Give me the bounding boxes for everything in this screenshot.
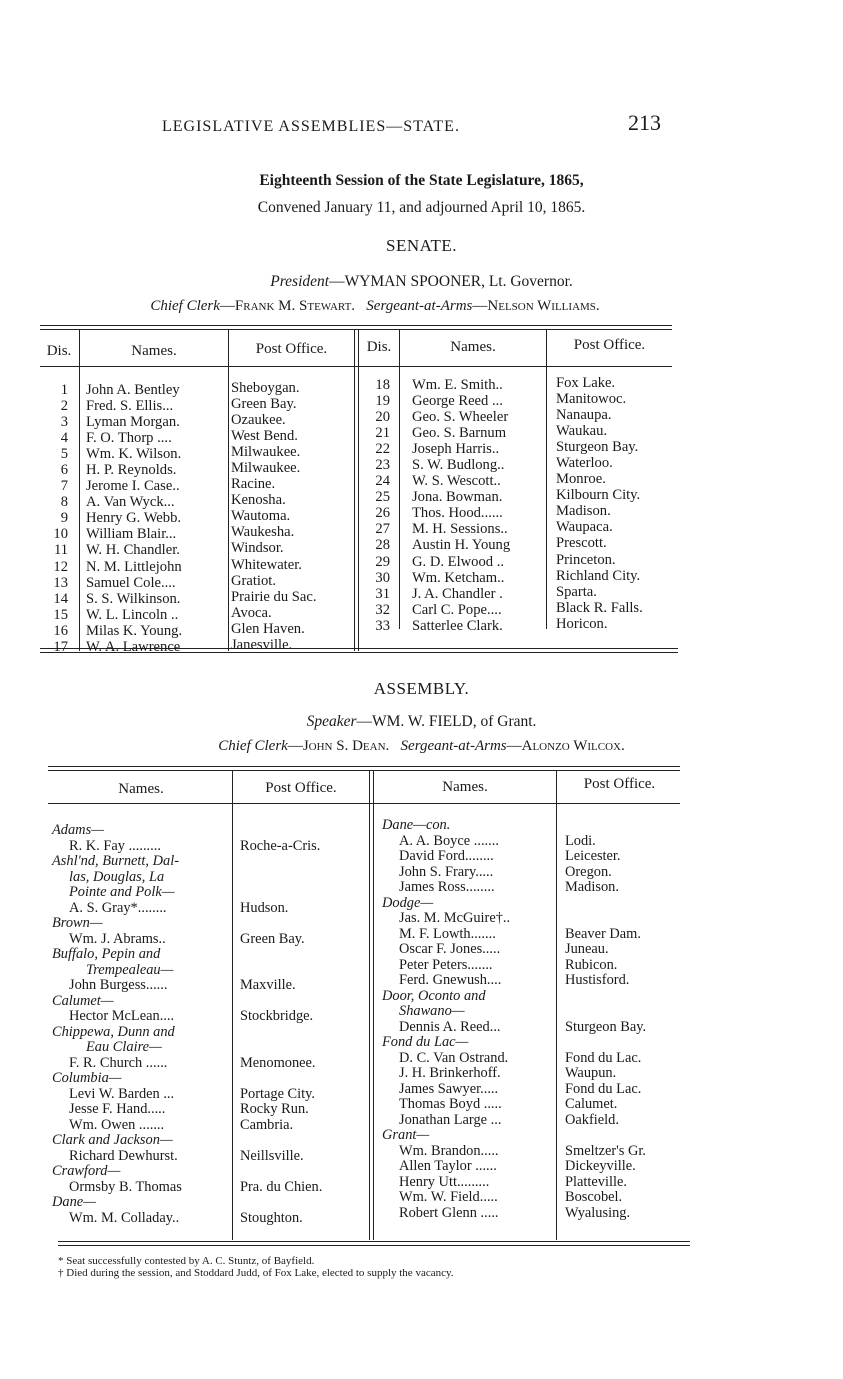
assembly-chief-clerk-value: —John S. Dean.: [287, 738, 390, 754]
assembly-chief-clerk-label: Chief Clerk: [218, 738, 288, 754]
senator-post-office: Kenosha.: [231, 492, 286, 509]
senator-name: Geo. S. Barnum: [412, 425, 507, 442]
senator-name: F. O. Thorp ....: [86, 430, 172, 447]
assembly-entry: F. R. Church ......: [69, 1054, 168, 1071]
assembly-post-office: [240, 870, 322, 886]
assembly-post-office: Fond du Lac.: [565, 1049, 642, 1066]
senate-vrule: [399, 329, 400, 629]
senator-name: Geo. S. Wheeler: [412, 409, 509, 426]
senate-vrule: [228, 329, 229, 651]
senate-right-names-column: [412, 377, 510, 634]
senator-post-office: Sturgeon Bay.: [556, 439, 639, 456]
assembly-post-office: Portage City.: [240, 1085, 316, 1102]
senate-left-dis-column: [40, 382, 68, 655]
senator-name: William Blair...: [86, 526, 177, 543]
assembly-entry: Ormsby B. Thomas: [69, 1178, 182, 1195]
senator-name: Joseph Harris..: [412, 441, 500, 458]
assembly-entry: Buffalo, Pepin and: [52, 946, 161, 962]
senate-left-post-column: [231, 380, 317, 653]
assembly-entry: M. F. Lowth.......: [399, 925, 496, 942]
assembly-entry: D. C. Van Ostrand.: [399, 1049, 509, 1066]
assembly-post-office: Lodi.: [565, 832, 596, 849]
assembly-entry: David Ford........: [399, 848, 494, 864]
senator-name: Henry G. Webb.: [86, 510, 182, 527]
senate-district: 5: [60, 446, 68, 463]
senate-district: 1: [60, 382, 68, 398]
assembly-post-office: Cambria.: [240, 1116, 294, 1133]
senate-district: 11: [53, 542, 68, 559]
footnote-2: † Died during the session, and Stoddard Judd, of Fox Lake, elected to supply the vacancy.: [58, 1267, 454, 1279]
senator-name: Jona. Bowman.: [412, 489, 503, 506]
speaker-value: —WM. W. FIELD, of Grant.: [356, 713, 537, 730]
senate-district: 4: [60, 430, 68, 447]
senator-name: Milas K. Young.: [86, 622, 183, 639]
senate-district: 31: [375, 585, 390, 602]
assembly-post-office: [240, 1071, 322, 1087]
assembly-post-office: [240, 916, 322, 932]
assembly-post-office: Calumet.: [565, 1096, 618, 1112]
assembly-post-office: [240, 1133, 322, 1149]
assembly-post-office: Dickeyville.: [565, 1158, 636, 1174]
footnote-1: * Seat successfully contested by A. C. Stuntz, of Bayfield.: [58, 1255, 315, 1267]
assembly-entry: Ferd. Gnewush....: [399, 972, 502, 988]
senator-post-office: Whitewater.: [231, 556, 302, 573]
session-subtitle: Convened January 11, and adjourned April 10, 1865.: [257, 199, 586, 216]
assembly-entry: Wm. W. Field.....: [399, 1189, 498, 1205]
senate-district: 28: [375, 537, 390, 554]
assembly-post-office: Maxville.: [240, 977, 296, 993]
assembly-post-office: Leicester.: [565, 848, 621, 864]
senator-post-office: Sparta.: [556, 583, 597, 600]
assembly-entry: Dennis A. Reed...: [399, 1018, 501, 1035]
senate-rule-top: [40, 325, 672, 326]
senator-post-office: Kilbourn City.: [556, 487, 641, 504]
senator-name: N. M. Littlejohn: [86, 558, 182, 575]
senator-name: G. D. Elwood ..: [412, 553, 505, 570]
assembly-post-office: [240, 947, 322, 963]
senator-name: Jerome I. Case..: [86, 478, 180, 495]
senator-post-office: Black R. Falls.: [556, 599, 643, 616]
assembly-heading: ASSEMBLY.: [373, 679, 470, 698]
senator-name: S. S. Wilkinson.: [86, 590, 181, 607]
senate-vrule: [546, 329, 547, 629]
assembly-post-office: Oakfield.: [565, 1111, 619, 1128]
assembly-entry: Pointe and Polk—: [69, 884, 175, 900]
senate-district: 8: [60, 494, 68, 511]
assembly-rule-bottom-2: [58, 1245, 690, 1246]
senate-district: 9: [60, 510, 68, 527]
assembly-entry: Clark and Jackson—: [52, 1132, 173, 1148]
senate-district: 29: [375, 553, 390, 570]
senator-name: Lyman Morgan.: [86, 414, 180, 431]
assembly-entry: Wm. Brandon.....: [399, 1142, 499, 1159]
assembly-entry: Dodge—: [382, 894, 434, 911]
senate-district: 26: [375, 505, 390, 522]
assembly-post-office: Madison.: [565, 879, 619, 895]
senator-name: Thos. Hood......: [412, 505, 503, 522]
assembly-entry: John S. Frary.....: [399, 863, 494, 880]
senate-sergeant-label: Sergeant-at-Arms: [366, 298, 473, 314]
assembly-post-office: Stoughton.: [240, 1209, 303, 1226]
assembly-sergeant-label: Sergeant-at-Arms: [400, 738, 507, 754]
assembly-rule-head: [48, 803, 680, 804]
assembly-post-office: Boscobel.: [565, 1189, 623, 1205]
senator-post-office: West Bend.: [231, 428, 298, 445]
senator-post-office: Horicon.: [556, 615, 608, 632]
assembly-entry: R. K. Fay .........: [69, 837, 161, 854]
assembly-entry: Grant—: [382, 1127, 430, 1143]
senate-col-names: Names.: [131, 343, 177, 359]
assembly-post-office: Pra. du Chien.: [240, 1178, 323, 1195]
senate-district: 3: [60, 414, 68, 431]
senator-name: M. H. Sessions..: [412, 521, 508, 538]
senator-name: J. A. Chandler .: [412, 585, 503, 602]
session-title: Eighteenth Session of the State Legislature, 1865,: [259, 172, 584, 189]
senator-post-office: Janesville.: [231, 636, 293, 653]
senate-sergeant-value: —Nelson Williams.: [472, 298, 600, 314]
senator-post-office: Fox Lake.: [556, 375, 616, 391]
assembly-post-office: Rubicon.: [565, 956, 618, 973]
assembly-entry: Levi W. Barden ...: [69, 1085, 175, 1102]
senator-post-office: Prescott.: [556, 535, 607, 552]
senate-district: 12: [53, 558, 68, 575]
senate-district: 15: [53, 606, 68, 623]
senator-name: Satterlee Clark.: [412, 617, 503, 634]
senate-vrule: [354, 329, 355, 651]
assembly-entry: A. A. Boyce .......: [399, 832, 499, 849]
assembly-entry: Jas. M. McGuire†..: [399, 910, 511, 926]
assembly-post-office: [565, 1004, 646, 1020]
assembly-entry: Allen Taylor ......: [399, 1158, 497, 1174]
senator-name: Wm. Ketcham..: [412, 569, 505, 586]
assembly-vrule: [369, 770, 370, 1240]
assembly-post-office: Stockbridge.: [240, 1008, 314, 1024]
assembly-sergeant-value: —Alonzo Wilcox.: [506, 738, 625, 754]
assembly-entry: Wm. J. Abrams..: [69, 930, 166, 947]
senator-name: S. W. Budlong..: [412, 457, 505, 474]
assembly-vrule: [373, 770, 374, 1240]
senator-post-office: Nanaupa.: [556, 407, 612, 424]
assembly-col-names-2: Names.: [442, 779, 488, 795]
assembly-left-names-column: [52, 823, 182, 1226]
senator-post-office: Ozaukee.: [231, 412, 286, 429]
assembly-vrule: [556, 770, 557, 1240]
assembly-post-office: Fond du Lac.: [565, 1080, 642, 1097]
senator-name: Wm. E. Smith..: [412, 377, 503, 393]
assembly-entry: Adams—: [52, 822, 104, 838]
assembly-post-office: Hustisford.: [565, 972, 630, 988]
senate-officers: [50, 298, 700, 315]
senator-post-office: Gratiot.: [231, 572, 276, 589]
senator-post-office: Madison.: [556, 503, 611, 520]
assembly-post-office: [565, 989, 646, 1005]
senate-col-post: Post Office.: [255, 341, 328, 357]
assembly-post-office: Waupun.: [565, 1065, 617, 1081]
senator-post-office: Milwaukee.: [231, 460, 301, 477]
senate-district: 33: [375, 617, 390, 634]
assembly-col-names: Names.: [118, 781, 164, 797]
assembly-entry: las, Douglas, La: [69, 868, 165, 885]
senator-post-office: Prairie du Sac.: [231, 588, 317, 605]
assembly-entry: John Burgess......: [69, 977, 168, 993]
assembly-post-office: Green Bay.: [240, 930, 305, 947]
assembly-entry: Richard Dewhurst.: [69, 1147, 178, 1164]
assembly-left-post-column: [240, 823, 322, 1226]
assembly-entry: Eau Claire—: [86, 1039, 162, 1055]
senator-name: John A. Bentley: [86, 382, 180, 398]
assembly-entry: J. H. Brinkerhoff.: [399, 1065, 501, 1081]
senate-col-dis: Dis.: [46, 343, 72, 359]
assembly-col-post-2: Post Office.: [583, 776, 656, 792]
senate-col-names-2: Names.: [450, 339, 496, 355]
assembly-entry: Door, Oconto and: [382, 987, 486, 1004]
senator-name: Wm. K. Wilson.: [86, 446, 182, 463]
senate-district: 14: [53, 590, 68, 607]
senate-vrule: [79, 329, 80, 651]
senate-district: 32: [375, 601, 390, 618]
assembly-rule-top: [48, 766, 680, 767]
assembly-entry: Jesse F. Hand.....: [69, 1101, 166, 1117]
assembly-post-office: Rocky Run.: [240, 1101, 309, 1117]
senator-name: W. A. Lawrence: [86, 638, 181, 655]
senate-right-post-column: [556, 375, 643, 632]
senate-rule-head: [40, 366, 672, 367]
senate-district: 18: [375, 377, 390, 393]
assembly-post-office: [240, 1025, 322, 1041]
senator-name: George Reed ...: [412, 393, 503, 410]
assembly-entry: Calumet—: [52, 992, 114, 1009]
assembly-entry: Fond du Lac—: [382, 1034, 469, 1050]
assembly-post-office: [240, 1164, 322, 1180]
senator-post-office: Sheboygan.: [231, 380, 300, 396]
senator-post-office: Waukau.: [556, 423, 608, 440]
assembly-post-office: [240, 1195, 322, 1211]
senate-left-names-column: [86, 382, 182, 655]
assembly-post-office: Roche-a-Cris.: [240, 837, 321, 854]
senate-district: 20: [375, 409, 390, 426]
assembly-vrule: [232, 770, 233, 1240]
assembly-entry: Jonathan Large ...: [399, 1111, 502, 1128]
senator-post-office: Richland City.: [556, 567, 641, 584]
assembly-officers: [0, 738, 843, 755]
assembly-post-office: Wyalusing.: [565, 1204, 631, 1221]
assembly-post-office: Beaver Dam.: [565, 925, 641, 942]
assembly-right-names-column: [382, 818, 510, 1221]
senate-district: 23: [375, 457, 390, 474]
assembly-post-office: [240, 994, 322, 1010]
senator-post-office: Milwaukee.: [231, 444, 301, 461]
assembly-entry: A. S. Gray*........: [69, 899, 167, 916]
running-head: LEGISLATIVE ASSEMBLIES—STATE.: [162, 118, 460, 135]
senator-post-office: Glen Haven.: [231, 620, 305, 637]
assembly-post-office: [240, 963, 322, 979]
page-number: 213: [628, 110, 661, 135]
assembly-post-office: Hudson.: [240, 899, 289, 916]
senator-post-office: Monroe.: [556, 471, 606, 488]
speaker-label: Speaker: [306, 713, 357, 730]
assembly-rule-top-2: [48, 770, 680, 771]
senator-name: W. H. Chandler.: [86, 542, 180, 559]
senator-post-office: Manitowoc.: [556, 391, 627, 408]
senate-rule-top-2: [40, 329, 672, 330]
assembly-post-office: [240, 1040, 322, 1056]
assembly-entry: James Sawyer.....: [399, 1080, 499, 1097]
assembly-entry: Oscar F. Jones.....: [399, 941, 501, 957]
president-value: —WYMAN SPOONER, Lt. Governor.: [329, 273, 573, 290]
assembly-post-office: [565, 818, 646, 834]
assembly-entry: Brown—: [52, 915, 103, 931]
assembly-entry: Thomas Boyd .....: [399, 1096, 502, 1112]
assembly-entry: Chippewa, Dunn and: [52, 1023, 175, 1040]
assembly-entry: Dane—con.: [382, 817, 451, 833]
assembly-rule-bottom: [58, 1241, 690, 1242]
assembly-post-office: Platteville.: [565, 1173, 627, 1190]
senator-name: Fred. S. Ellis...: [86, 398, 174, 415]
assembly-entry: Robert Glenn .....: [399, 1204, 499, 1221]
assembly-post-office: Neillsville.: [240, 1147, 304, 1164]
assembly-post-office: [240, 823, 322, 839]
assembly-post-office: [565, 1035, 646, 1051]
assembly-speaker: [0, 713, 843, 731]
assembly-col-post: Post Office.: [265, 780, 337, 796]
senate-district: 22: [375, 441, 390, 458]
senate-district: 6: [60, 462, 68, 479]
assembly-post-office: [240, 854, 322, 870]
senator-post-office: Wautoma.: [231, 508, 291, 525]
assembly-post-office: [565, 1128, 646, 1144]
senate-district: 16: [53, 622, 68, 639]
senate-heading: SENATE.: [385, 236, 458, 255]
senate-president: [0, 273, 843, 291]
senate-district: 24: [375, 473, 390, 490]
senator-post-office: Waupaca.: [556, 519, 613, 536]
senator-name: A. Van Wyck...: [86, 494, 175, 511]
senator-post-office: Avoca.: [231, 604, 272, 621]
assembly-entry: Crawford—: [52, 1163, 121, 1179]
assembly-entry: Dane—: [52, 1194, 96, 1210]
senate-district: 27: [375, 521, 390, 538]
senate-district: 2: [60, 398, 68, 415]
assembly-entry: Henry Utt.........: [399, 1173, 490, 1190]
assembly-entry: Wm. M. Colladay..: [69, 1209, 180, 1226]
assembly-post-office: Menomonee.: [240, 1054, 316, 1071]
senate-district: 13: [53, 574, 68, 591]
senate-district: 21: [375, 425, 390, 442]
assembly-post-office: [240, 885, 322, 901]
president-label: President: [270, 273, 330, 290]
senator-name: W. S. Wescott..: [412, 473, 501, 490]
senate-chief-clerk-value: —Frank M. Stewart.: [219, 298, 356, 314]
assembly-entry: Hector McLean....: [69, 1008, 175, 1024]
senator-name: Austin H. Young: [412, 537, 511, 554]
assembly-entry: Wm. Owen .......: [69, 1116, 165, 1133]
senate-district: 19: [375, 393, 390, 410]
senate-right-dis-column: [358, 377, 390, 634]
assembly-post-office: Oregon.: [565, 863, 612, 880]
senator-post-office: Racine.: [231, 476, 276, 493]
senate-district: 10: [53, 526, 68, 543]
senate-col-dis-2: Dis.: [366, 339, 392, 355]
senator-name: Carl C. Pope....: [412, 601, 502, 618]
assembly-post-office: Sturgeon Bay.: [565, 1018, 647, 1035]
assembly-post-office: [565, 896, 646, 912]
senator-post-office: Princeton.: [556, 551, 616, 568]
assembly-entry: Peter Peters.......: [399, 956, 493, 973]
senator-post-office: Waukesha.: [231, 524, 295, 541]
assembly-entry: Shawano—: [399, 1003, 465, 1019]
senator-post-office: Windsor.: [231, 540, 284, 557]
assembly-entry: Ashl'nd, Burnett, Dal-: [52, 853, 179, 869]
senator-name: W. L. Lincoln ..: [86, 606, 179, 623]
assembly-entry: Trempealeau—: [86, 961, 174, 978]
assembly-post-office: [565, 911, 646, 927]
senate-district: 7: [60, 478, 68, 495]
senator-post-office: Waterloo.: [556, 455, 613, 472]
senator-name: H. P. Reynolds.: [86, 462, 177, 479]
senator-post-office: Green Bay.: [231, 396, 297, 413]
senate-col-post-2: Post Office.: [573, 337, 646, 353]
assembly-post-office: Smeltzer's Gr.: [565, 1142, 646, 1159]
senate-district: 17: [53, 638, 68, 655]
senator-name: Samuel Cole....: [86, 574, 176, 591]
assembly-entry: Columbia—: [52, 1070, 122, 1086]
senate-district: 25: [375, 489, 390, 506]
assembly-entry: James Ross........: [399, 879, 495, 895]
assembly-post-office: Juneau.: [565, 941, 609, 957]
assembly-right-post-column: [565, 818, 646, 1221]
senate-district: 30: [375, 569, 390, 586]
senate-chief-clerk-label: Chief Clerk: [150, 298, 220, 314]
